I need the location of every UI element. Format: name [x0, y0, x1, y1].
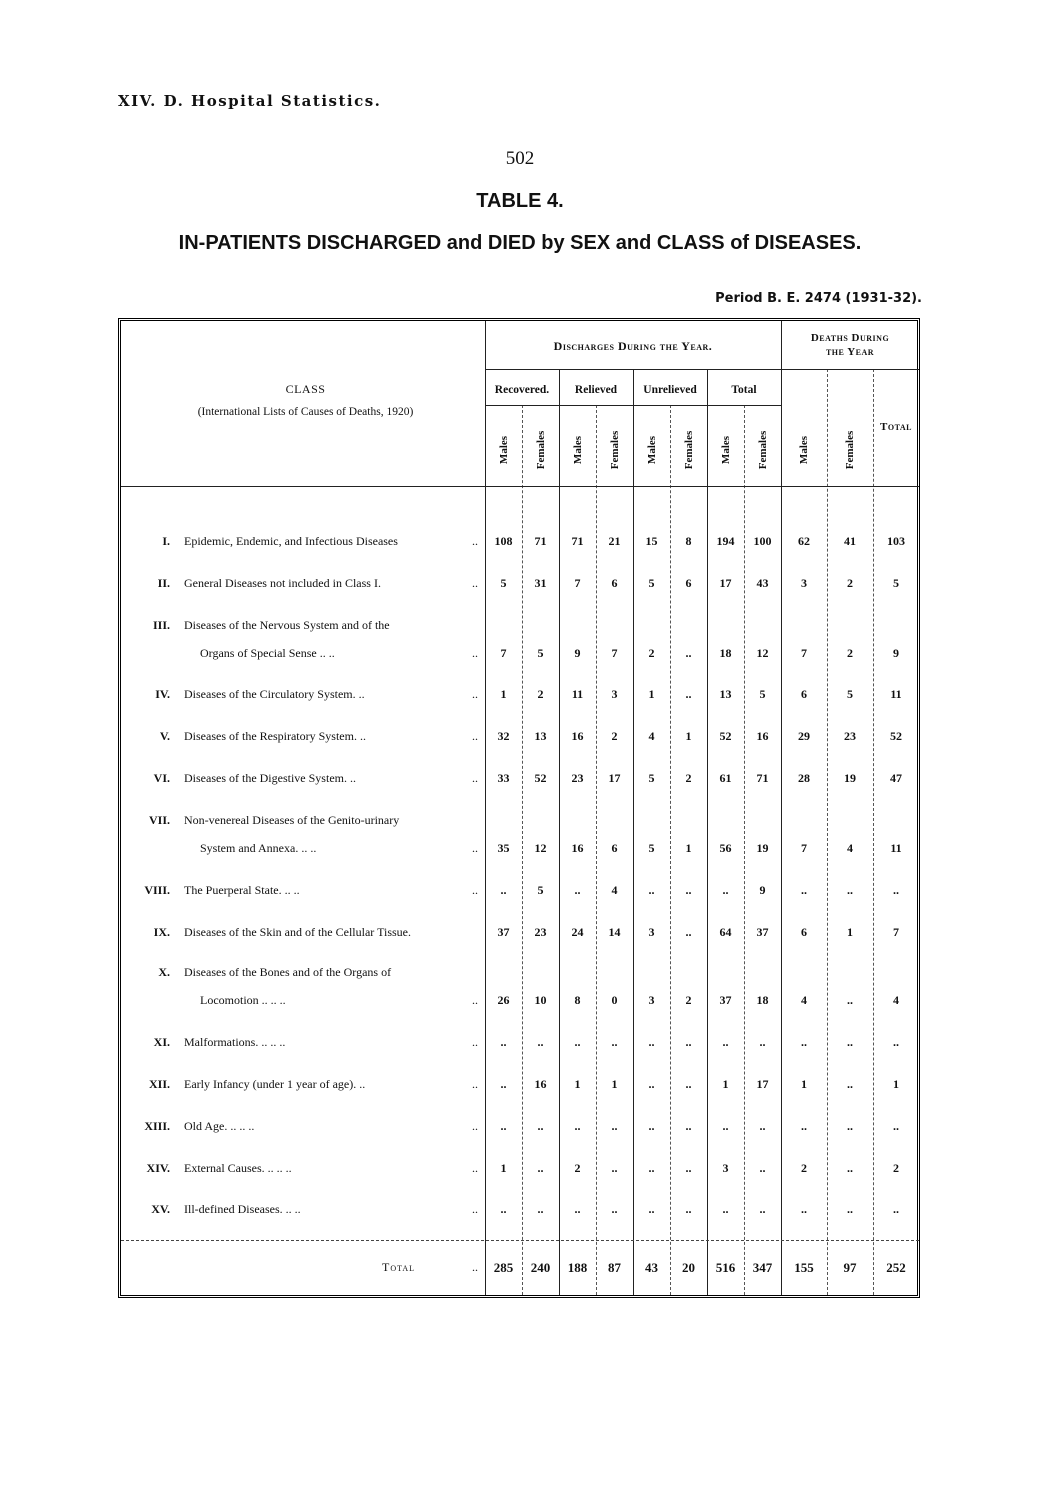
table-cell: ..	[574, 1119, 581, 1133]
deaths-total-header: Total	[880, 421, 912, 433]
table-cell: ..	[537, 1035, 544, 1049]
table-cell: 2	[648, 646, 655, 660]
total-cell: 87	[608, 1260, 621, 1275]
table-cell: 2	[685, 771, 692, 785]
table-cell: 16	[756, 729, 769, 743]
row-class-number: V.	[159, 729, 170, 743]
table-cell: 7	[611, 646, 618, 660]
table-cell: 7	[801, 841, 807, 855]
table-title: TABLE 4.	[476, 190, 564, 212]
table-cell: 1	[500, 1161, 507, 1175]
table-cell: 2	[847, 576, 853, 590]
deaths-column-rule	[781, 321, 782, 1295]
row-class-number: I.	[162, 534, 170, 548]
table-cell: 71	[571, 534, 584, 548]
table-cell: ..	[847, 1161, 853, 1175]
table-cell: 5	[648, 576, 655, 590]
table-cell: 9	[574, 646, 581, 660]
table-cell: 37	[756, 925, 769, 939]
table-cell: 13	[534, 729, 547, 743]
sex-label: Females	[682, 430, 695, 470]
table-cell: ..	[847, 1077, 853, 1091]
row-leader-dots: ..	[472, 841, 478, 855]
total-cell: 252	[886, 1260, 906, 1275]
row-class-label: Diseases of the Nervous System and of the	[184, 618, 390, 632]
table-cell: 9	[759, 883, 766, 897]
row-leader-dots: ..	[472, 646, 478, 660]
table-cell: 35	[497, 841, 510, 855]
row-class-number: II.	[157, 576, 170, 590]
row-class-label: Malformations. .. .. ..	[184, 1035, 286, 1049]
table-cell: 12	[534, 841, 547, 855]
table-cell: ..	[759, 1202, 766, 1216]
row-leader-dots: ..	[472, 1202, 478, 1216]
table-cell: 5	[759, 687, 766, 701]
total-cell: 20	[682, 1260, 695, 1275]
table-cell: 26	[497, 993, 510, 1007]
table-cell: 100	[753, 534, 772, 548]
table-cell: ..	[574, 1035, 581, 1049]
table-cell: 17	[756, 1077, 769, 1091]
total-cell: 285	[493, 1260, 514, 1275]
table-cell: ..	[847, 1119, 853, 1133]
table-cell: 1	[611, 1077, 618, 1091]
table-cell: 64	[719, 925, 732, 939]
table-cell: 33	[497, 771, 510, 785]
table-cell: 5	[500, 576, 507, 590]
table-cell: ..	[722, 1119, 729, 1133]
table-cell: 1	[847, 925, 853, 939]
table-cell: 1	[801, 1077, 807, 1091]
row-class-label: Diseases of the Skin and of the Cellular Tissue.	[184, 925, 411, 939]
sex-label: Females	[756, 430, 769, 470]
row-class-label: Non-venereal Diseases of the Genito-urinary	[184, 813, 400, 827]
row-leader-dots: ..	[472, 1035, 478, 1049]
table-cell: 11	[890, 841, 902, 855]
deaths-sex-rule	[827, 369, 828, 1295]
class-header: CLASS	[285, 382, 326, 396]
group-rule	[707, 369, 708, 1295]
group-header-unrelieved: Unrelieved	[643, 384, 697, 396]
row-class-label: General Diseases not included in Class I.	[184, 576, 381, 590]
table-cell: 21	[608, 534, 621, 548]
period-label: Period B. E. 2474 (1931-32).	[715, 291, 922, 306]
row-class-label: Organs of Special Sense .. ..	[200, 646, 335, 660]
table-cell: 6	[685, 576, 692, 590]
table-cell: 11	[571, 687, 584, 701]
table-cell: 2	[893, 1161, 899, 1175]
class-subheader: (International Lists of Causes of Deaths, 1920)	[197, 406, 414, 418]
deaths-header-line2: the Year	[825, 346, 875, 358]
row-leader-dots: ..	[472, 771, 478, 785]
row-leader-dots: ..	[472, 1077, 478, 1091]
row-class-number: VII.	[148, 813, 170, 827]
table-cell: 71	[756, 771, 769, 785]
table-cell: 6	[801, 687, 807, 701]
table-cell: ..	[648, 1202, 655, 1216]
table-cell: ..	[893, 1202, 899, 1216]
table-cell: 7	[500, 646, 507, 660]
group-rule	[633, 369, 634, 1295]
deaths-header-line1: Deaths During	[810, 332, 890, 344]
deaths-header	[781, 331, 919, 359]
table-cell: 7	[801, 646, 807, 660]
row-class-number: X.	[158, 965, 170, 979]
table-cell: ..	[537, 1202, 544, 1216]
table-cell: ..	[801, 1202, 807, 1216]
table-cell: 56	[719, 841, 732, 855]
table-cell: ..	[537, 1119, 544, 1133]
row-class-label: Diseases of the Circulatory System. ..	[184, 687, 365, 701]
table-cell: ..	[801, 883, 807, 897]
row-leader-dots: ..	[472, 576, 478, 590]
table-cell: ..	[685, 687, 692, 701]
row-class-label: Old Age. .. .. ..	[184, 1119, 255, 1133]
table-cell: 1	[722, 1077, 729, 1091]
total-cell: 97	[843, 1260, 857, 1275]
table-cell: 4	[611, 883, 618, 897]
table-cell: 52	[890, 729, 902, 743]
total-cell: 240	[530, 1260, 551, 1275]
table-cell: ..	[722, 883, 729, 897]
table-cell: 19	[844, 771, 856, 785]
total-rule	[121, 1240, 919, 1241]
row-class-label: Early Infancy (under 1 year of age). ..	[184, 1077, 366, 1091]
total-row-label: Total	[382, 1260, 416, 1274]
table-cell: ..	[893, 1119, 899, 1133]
table-cell: 4	[893, 993, 899, 1007]
table-cell: ..	[648, 1119, 655, 1133]
sex-label: Males	[497, 435, 510, 465]
table-cell: 1	[574, 1077, 581, 1091]
table-cell: 8	[685, 534, 692, 548]
table-cell: 61	[719, 771, 732, 785]
row-class-label: System and Annexa. .. ..	[200, 841, 317, 855]
row-class-number: XIII.	[144, 1119, 170, 1133]
row-class-label: Ill-defined Diseases. .. ..	[184, 1202, 301, 1216]
table-cell: 4	[801, 993, 807, 1007]
table-cell: ..	[847, 1202, 853, 1216]
table-cell: ..	[500, 1119, 507, 1133]
total-row-leader-dots: ..	[472, 1260, 478, 1274]
table-cell: 31	[534, 576, 547, 590]
sex-label: Females	[608, 430, 621, 470]
total-cell: 347	[752, 1260, 773, 1275]
deaths-sex-rule	[873, 369, 874, 1295]
table-cell: ..	[648, 1035, 655, 1049]
header-rule-1	[485, 369, 919, 370]
table-cell: 52	[719, 729, 732, 743]
table-cell: ..	[611, 1035, 618, 1049]
table-cell: 2	[574, 1161, 581, 1175]
row-leader-dots: ..	[472, 687, 478, 701]
table-cell: 62	[798, 534, 810, 548]
table-cell: 18	[719, 646, 732, 660]
table-cell: ..	[685, 1161, 692, 1175]
table-cell: ..	[759, 1161, 766, 1175]
table-cell: ..	[648, 1077, 655, 1091]
row-class-number: IV.	[155, 687, 170, 701]
sex-label: Females	[844, 430, 856, 470]
table-cell: ..	[648, 1161, 655, 1175]
table-cell: 23	[571, 771, 584, 785]
table-cell: 41	[844, 534, 856, 548]
table-cell: 103	[887, 534, 905, 548]
table-cell: ..	[611, 1161, 618, 1175]
table-cell: 5	[648, 771, 655, 785]
row-leader-dots: ..	[472, 1161, 478, 1175]
table-cell: 28	[798, 771, 810, 785]
table-cell: ..	[893, 883, 899, 897]
table-cell: 37	[719, 993, 732, 1007]
total-cell: 188	[567, 1260, 588, 1275]
table-cell: 108	[494, 534, 513, 548]
table-cell: ..	[801, 1119, 807, 1133]
table-cell: 32	[497, 729, 510, 743]
table-cell: ..	[685, 1119, 692, 1133]
table-cell: 17	[719, 576, 732, 590]
table-cell: 3	[611, 687, 618, 701]
table-subtitle: IN-PATIENTS DISCHARGED and DIED by SEX and CLASS of DISEASES.	[178, 232, 862, 254]
table-cell: 16	[534, 1077, 547, 1091]
table-cell: 0	[611, 993, 618, 1007]
row-class-number: VI.	[153, 771, 170, 785]
row-class-number: VIII.	[144, 883, 170, 897]
table-cell: 7	[893, 925, 899, 939]
table-cell: ..	[685, 1202, 692, 1216]
sex-label: Males	[798, 435, 810, 465]
table-cell: ..	[685, 1035, 692, 1049]
row-class-number: IX.	[153, 925, 170, 939]
row-class-number: XII.	[148, 1077, 170, 1091]
table-cell: 47	[890, 771, 902, 785]
table-cell: 2	[801, 1161, 807, 1175]
table-cell: ..	[722, 1202, 729, 1216]
row-leader-dots: ..	[472, 729, 478, 743]
sex-label: Males	[645, 435, 658, 465]
table-cell: 24	[571, 925, 584, 939]
table-cell: 4	[847, 841, 853, 855]
table-cell: 2	[537, 687, 544, 701]
table-cell: ..	[722, 1035, 729, 1049]
table-cell: 194	[716, 534, 735, 548]
table-cell: 12	[756, 646, 769, 660]
discharges-header: Discharges During the Year.	[553, 339, 713, 353]
table-cell: 3	[722, 1161, 729, 1175]
table-cell: 19	[756, 841, 769, 855]
row-class-label: Diseases of the Digestive System. ..	[184, 771, 356, 785]
table-cell: 1	[500, 687, 507, 701]
row-class-label: Diseases of the Bones and of the Organs of	[184, 965, 392, 979]
table-cell: 5	[537, 646, 544, 660]
table-cell: ..	[801, 1035, 807, 1049]
row-class-label: Locomotion .. .. ..	[200, 993, 286, 1007]
row-class-label: The Puerperal State. .. ..	[184, 883, 300, 897]
table-cell: 71	[534, 534, 547, 548]
total-cell: 516	[715, 1260, 736, 1275]
table-cell: 9	[893, 646, 899, 660]
total-cell: 43	[645, 1260, 658, 1275]
sex-label: Males	[571, 435, 584, 465]
table-cell: ..	[685, 925, 692, 939]
row-class-number: III.	[152, 618, 170, 632]
table-cell: ..	[500, 1035, 507, 1049]
table-cell: ..	[893, 1035, 899, 1049]
table-cell: 5	[648, 841, 655, 855]
row-class-label: External Causes. .. .. ..	[184, 1161, 292, 1175]
row-class-number: XI.	[153, 1035, 170, 1049]
table-cell: 37	[497, 925, 510, 939]
table-cell: 3	[648, 993, 655, 1007]
group-header-total: Total	[731, 384, 757, 396]
table-cell: ..	[500, 1202, 507, 1216]
table-cell: 18	[756, 993, 769, 1007]
header-rule-2	[485, 405, 781, 406]
table-cell: 23	[844, 729, 856, 743]
row-class-label: Diseases of the Respiratory System. ..	[184, 729, 366, 743]
table-cell: 43	[756, 576, 769, 590]
table-cell: 1	[685, 729, 692, 743]
table-cell: 5	[893, 576, 899, 590]
sex-label: Females	[534, 430, 547, 470]
table-cell: 6	[611, 576, 618, 590]
table-cell: 6	[611, 841, 618, 855]
table-cell: ..	[847, 883, 853, 897]
table-cell: ..	[611, 1202, 618, 1216]
table-cell: 5	[537, 883, 544, 897]
sex-label: Males	[719, 435, 732, 465]
table-cell: ..	[759, 1119, 766, 1133]
group-rule	[559, 369, 560, 1295]
running-head: XIV. D. Hospital Statistics.	[118, 92, 382, 110]
table-cell: ..	[537, 1161, 544, 1175]
table-cell: 52	[534, 771, 547, 785]
class-column-rule	[485, 321, 486, 1295]
table-cell: 13	[719, 687, 732, 701]
table-cell: 7	[574, 576, 581, 590]
table-cell: 15	[645, 534, 658, 548]
table-cell: 6	[801, 925, 807, 939]
table-cell: 29	[798, 729, 810, 743]
table-cell: ..	[648, 883, 655, 897]
table-cell: 11	[890, 687, 902, 701]
table-cell: ..	[847, 993, 853, 1007]
header-bottom-rule	[121, 486, 919, 487]
table-cell: 2	[685, 993, 692, 1007]
table-cell: 1	[648, 687, 655, 701]
page-number: 502	[505, 148, 535, 169]
table-cell: 5	[847, 687, 853, 701]
table-cell: ..	[847, 1035, 853, 1049]
table-cell: ..	[611, 1119, 618, 1133]
table-cell: 23	[534, 925, 547, 939]
row-leader-dots: ..	[472, 534, 478, 548]
table-cell: 17	[608, 771, 621, 785]
table-cell: 1	[685, 841, 692, 855]
table-cell: ..	[500, 1077, 507, 1091]
table-cell: 2	[847, 646, 853, 660]
table-cell: 3	[801, 576, 807, 590]
group-header-relieved: Relieved	[574, 384, 618, 396]
group-header-recovered: Recovered.	[494, 384, 550, 396]
table-cell: 16	[571, 841, 584, 855]
table-cell: 4	[648, 729, 655, 743]
table-cell: 8	[574, 993, 581, 1007]
table-cell: ..	[685, 646, 692, 660]
table-cell: 3	[648, 925, 655, 939]
row-class-number: XIV.	[146, 1161, 170, 1175]
row-leader-dots: ..	[472, 1119, 478, 1133]
row-class-number: XV.	[151, 1202, 170, 1216]
row-class-label: Epidemic, Endemic, and Infectious Diseases	[184, 534, 398, 548]
table-cell: ..	[685, 883, 692, 897]
total-cell: 155	[794, 1260, 814, 1275]
row-leader-dots: ..	[472, 993, 478, 1007]
row-leader-dots: ..	[472, 883, 478, 897]
table-cell: 10	[534, 993, 547, 1007]
table-cell: 1	[893, 1077, 899, 1091]
table-cell: 2	[611, 729, 618, 743]
table-cell: ..	[759, 1035, 766, 1049]
table-cell: ..	[685, 1077, 692, 1091]
table-cell: 14	[608, 925, 621, 939]
table-cell: 16	[571, 729, 584, 743]
table-cell: ..	[574, 1202, 581, 1216]
table-cell: ..	[500, 883, 507, 897]
table-cell: ..	[574, 883, 581, 897]
